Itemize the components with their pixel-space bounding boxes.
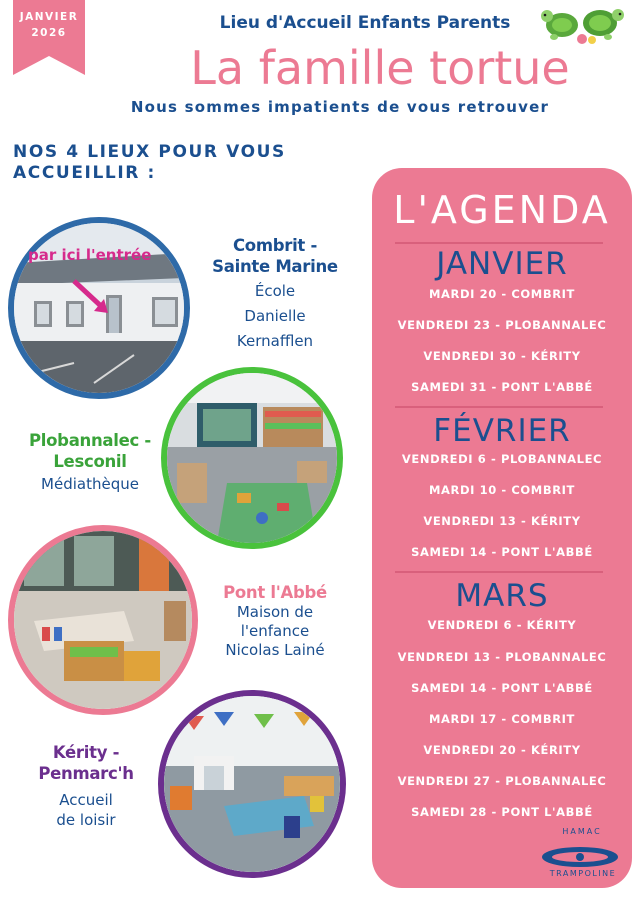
photo-pont-labbe — [8, 525, 198, 715]
agenda-event: MARDI 17 - COMBRIT — [428, 712, 575, 726]
location-desc: Maison de — [236, 603, 314, 621]
location-desc: Médiathèque — [41, 475, 139, 493]
agenda-event: VENDREDI 6 - KÉRITY — [427, 618, 577, 632]
photo-plobannalec — [161, 367, 343, 549]
location-desc: Kernafflen — [236, 332, 314, 350]
month-january: JANVIER — [436, 246, 568, 282]
agenda-event: VENDREDI 13 - KÉRITY — [423, 514, 581, 528]
location-name: Plobannalec - — [29, 431, 151, 450]
agenda-event: MARDI 10 - COMBRIT — [428, 483, 575, 497]
places-heading-line2: ACCUEILLIR : — [13, 163, 156, 183]
divider — [395, 406, 603, 408]
location-desc: l'enfance — [240, 622, 310, 640]
location-desc: École — [254, 282, 296, 300]
logo-text-bottom: TRAMPOLINE — [549, 869, 617, 878]
photo-combrit — [8, 217, 190, 399]
location-desc: Danielle — [244, 307, 306, 325]
agenda-event: SAMEDI 31 - PONT L'ABBÉ — [411, 380, 593, 394]
month-march: MARS — [455, 578, 549, 614]
agenda-title: L'AGENDA — [393, 188, 611, 232]
agenda-event: VENDREDI 6 - PLOBANNALEC — [401, 452, 603, 466]
header-tagline: Nous sommes impatients de vous retrouver — [130, 98, 550, 116]
divider — [395, 571, 603, 573]
location-name: Sainte Marine — [212, 257, 338, 276]
location-pont-labbe — [200, 582, 350, 660]
logo-text-top: HAMAC — [562, 827, 602, 836]
location-name: Penmarc'h — [38, 764, 134, 783]
turtles-illustration-icon — [538, 3, 628, 47]
agenda-event: VENDREDI 23 - PLOBANNALEC — [397, 318, 607, 332]
divider — [395, 242, 603, 244]
ribbon-year: 2026 — [31, 27, 67, 39]
places-heading — [13, 142, 353, 184]
agenda-event: MARDI 20 - COMBRIT — [428, 287, 575, 301]
agenda-event: VENDREDI 30 - KÉRITY — [423, 349, 581, 363]
page-title: La famille tortue — [190, 41, 570, 95]
month-february: FÉVRIER — [433, 413, 571, 449]
entry-label: par ici l'entrée — [28, 246, 152, 264]
location-name: Pont l'Abbé — [223, 583, 327, 602]
ribbon-text — [13, 9, 85, 41]
location-desc: Accueil — [59, 791, 113, 809]
agenda-event: SAMEDI 28 - PONT L'ABBÉ — [411, 805, 593, 819]
location-name: Combrit - — [232, 236, 318, 255]
location-combrit — [200, 235, 350, 354]
photo-kerity — [158, 690, 346, 878]
ribbon-month: JANVIER — [19, 11, 79, 23]
places-heading-line1: NOS 4 LIEUX POUR VOUS — [13, 142, 286, 162]
agenda-event: VENDREDI 13 - PLOBANNALEC — [397, 650, 607, 664]
location-plobannalec — [20, 430, 160, 496]
location-desc: de loisir — [56, 811, 116, 829]
location-name: Kérity - — [52, 743, 120, 762]
agenda-event: SAMEDI 14 - PONT L'ABBÉ — [411, 545, 593, 559]
header-subtitle: Lieu d'Accueil Enfants Parents — [219, 13, 511, 33]
location-name: Lesconil — [53, 452, 127, 471]
agenda-event: VENDREDI 27 - PLOBANNALEC — [397, 774, 607, 788]
agenda-event: SAMEDI 14 - PONT L'ABBÉ — [411, 681, 593, 695]
agenda-event: VENDREDI 20 - KÉRITY — [423, 743, 581, 757]
location-desc: Nicolas Lainé — [225, 641, 325, 659]
location-kerity — [20, 742, 152, 830]
